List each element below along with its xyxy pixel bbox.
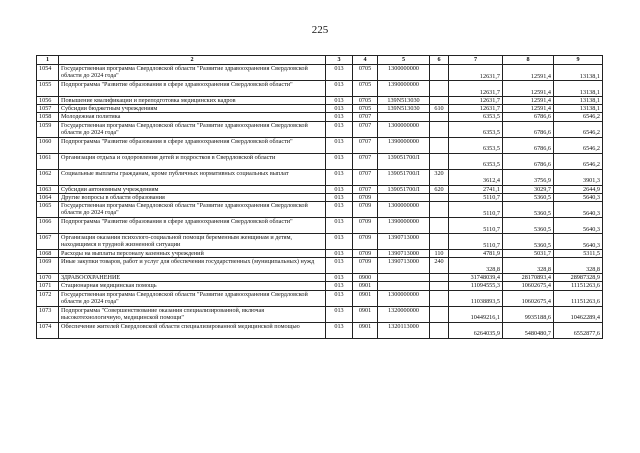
table-row xyxy=(37,137,603,153)
table-body xyxy=(37,65,603,339)
admin-code: 013 xyxy=(326,81,353,97)
amount-col9: 328,8 xyxy=(554,258,603,274)
column-header: 6 xyxy=(430,56,449,65)
admin-code: 013 xyxy=(326,290,353,306)
row-number: 1065 xyxy=(37,202,59,218)
row-number: 1060 xyxy=(37,137,59,153)
amount-col7: 12631,7 xyxy=(449,105,503,113)
row-name: Государственная программа Свердловской области "Развитие здравоохранения Свердловской области до 2024 года" xyxy=(59,65,326,81)
admin-code: 013 xyxy=(326,113,353,121)
table-row xyxy=(37,105,603,113)
admin-code: 013 xyxy=(326,218,353,234)
amount-col9: 6546,2 xyxy=(554,113,603,121)
amount-col8: 12591,4 xyxy=(503,105,554,113)
row-name: ЗДРАВООХРАНЕНИЕ xyxy=(59,274,326,282)
amount-col8: 328,8 xyxy=(503,258,554,274)
amount-col9: 13138,1 xyxy=(554,105,603,113)
admin-code: 013 xyxy=(326,97,353,105)
table-row xyxy=(37,282,603,290)
section-code: 0705 xyxy=(353,105,378,113)
table-row xyxy=(37,65,603,81)
target-article-code: 1320113000 xyxy=(378,322,430,338)
amount-col9: 5640,3 xyxy=(554,218,603,234)
target-article-code: 1300000000 xyxy=(378,202,430,218)
expense-type-code: 240 xyxy=(430,258,449,274)
section-code: 0707 xyxy=(353,153,378,169)
admin-code: 013 xyxy=(326,234,353,250)
row-name: Подпрограмма "Совершенствование оказания специализированной, включая высокотехнологичную, медицинской помощи" xyxy=(59,306,326,322)
section-code: 0709 xyxy=(353,234,378,250)
amount-col9: 5640,3 xyxy=(554,193,603,201)
section-code: 0709 xyxy=(353,258,378,274)
table-row xyxy=(37,234,603,250)
table-row xyxy=(37,169,603,185)
row-number: 1055 xyxy=(37,81,59,97)
target-article-code: 1300000000 xyxy=(378,121,430,137)
amount-col8: 5360,5 xyxy=(503,202,554,218)
column-header: 5 xyxy=(378,56,430,65)
section-code: 0901 xyxy=(353,306,378,322)
amount-col7: 6353,5 xyxy=(449,113,503,121)
table-row xyxy=(37,121,603,137)
amount-col9: 13138,1 xyxy=(554,81,603,97)
amount-col9: 6546,2 xyxy=(554,137,603,153)
target-article-code: 139N513030 xyxy=(378,105,430,113)
amount-col7: 6264035,9 xyxy=(449,322,503,338)
row-name: Обеспечение жителей Свердловской области специализированной медицинской помощью xyxy=(59,322,326,338)
amount-col7: 6353,5 xyxy=(449,153,503,169)
admin-code: 013 xyxy=(326,193,353,201)
amount-col9: 28987328,9 xyxy=(554,274,603,282)
row-number: 1063 xyxy=(37,185,59,193)
target-article-code: 1390000000 xyxy=(378,218,430,234)
table-row xyxy=(37,97,603,105)
admin-code: 013 xyxy=(326,258,353,274)
row-name: Субсидии автономным учреждениям xyxy=(59,185,326,193)
row-name: Субсидии бюджетным учреждениям xyxy=(59,105,326,113)
amount-col9: 5640,3 xyxy=(554,202,603,218)
amount-col7: 2741,1 xyxy=(449,185,503,193)
row-number: 1059 xyxy=(37,121,59,137)
row-number: 1057 xyxy=(37,105,59,113)
table-row xyxy=(37,113,603,121)
column-header: 9 xyxy=(554,56,603,65)
row-number: 1068 xyxy=(37,250,59,258)
target-article-code xyxy=(378,282,430,290)
expense-type-code: 320 xyxy=(430,169,449,185)
row-name: Организация оказания психолого-социальной помощи беременным женщинам и детям, находящимся в трудной жизненной ситуации xyxy=(59,234,326,250)
expense-type-code xyxy=(430,113,449,121)
amount-col8: 6786,6 xyxy=(503,113,554,121)
amount-col9: 10462289,4 xyxy=(554,306,603,322)
section-code: 0705 xyxy=(353,65,378,81)
row-name: Стационарная медицинская помощь xyxy=(59,282,326,290)
admin-code: 013 xyxy=(326,322,353,338)
section-code: 0707 xyxy=(353,121,378,137)
amount-col9: 11151263,6 xyxy=(554,282,603,290)
amount-col7: 12631,7 xyxy=(449,65,503,81)
row-number: 1070 xyxy=(37,274,59,282)
target-article-code xyxy=(378,113,430,121)
table-row xyxy=(37,274,603,282)
amount-col7: 5110,7 xyxy=(449,218,503,234)
column-header: 8 xyxy=(503,56,554,65)
amount-col7: 328,8 xyxy=(449,258,503,274)
row-name: Социальные выплаты гражданам, кроме публичных нормативных социальных выплат xyxy=(59,169,326,185)
section-code: 0705 xyxy=(353,81,378,97)
row-number: 1054 xyxy=(37,65,59,81)
row-number: 1072 xyxy=(37,290,59,306)
amount-col7: 3612,4 xyxy=(449,169,503,185)
column-header: 2 xyxy=(59,56,326,65)
row-name: Повышение квалификации и переподготовка медицинских кадров xyxy=(59,97,326,105)
target-article-code: 1390000000 xyxy=(378,81,430,97)
column-header: 1 xyxy=(37,56,59,65)
row-name: Подпрограмма "Развитие образования в сфере здравоохранения Свердловской области" xyxy=(59,137,326,153)
page-number: 225 xyxy=(311,24,329,36)
amount-col8: 3756,9 xyxy=(503,169,554,185)
row-name: Государственная программа Свердловской области "Развитие здравоохранения Свердловской области до 2024 года" xyxy=(59,202,326,218)
section-code: 0709 xyxy=(353,202,378,218)
target-article-code: 139051700Л xyxy=(378,153,430,169)
row-number: 1067 xyxy=(37,234,59,250)
amount-col7: 12631,7 xyxy=(449,97,503,105)
header-row xyxy=(37,56,603,65)
row-number: 1061 xyxy=(37,153,59,169)
target-article-code: 1390713000 xyxy=(378,258,430,274)
table-row xyxy=(37,153,603,169)
row-name: Государственная программа Свердловской области "Развитие здравоохранения Свердловской области до 2024 года" xyxy=(59,290,326,306)
amount-col9: 6546,2 xyxy=(554,153,603,169)
amount-col8: 12591,4 xyxy=(503,65,554,81)
section-code: 0900 xyxy=(353,274,378,282)
expense-type-code xyxy=(430,202,449,218)
section-code: 0901 xyxy=(353,322,378,338)
amount-col8: 5360,5 xyxy=(503,193,554,201)
table-row xyxy=(37,306,603,322)
admin-code: 013 xyxy=(326,137,353,153)
amount-col7: 5110,7 xyxy=(449,193,503,201)
table-row xyxy=(37,202,603,218)
amount-col8: 6786,6 xyxy=(503,153,554,169)
amount-col9: 2644,9 xyxy=(554,185,603,193)
target-article-code: 139N513030 xyxy=(378,97,430,105)
amount-col9: 6552877,6 xyxy=(554,322,603,338)
table-row xyxy=(37,185,603,193)
expense-type-code xyxy=(430,306,449,322)
section-code: 0901 xyxy=(353,290,378,306)
expense-type-code: 620 xyxy=(430,185,449,193)
amount-col7: 4781,9 xyxy=(449,250,503,258)
expense-type-code: 610 xyxy=(430,105,449,113)
amount-col8: 12591,4 xyxy=(503,97,554,105)
row-number: 1073 xyxy=(37,306,59,322)
row-name: Организация отдыха и оздоровления детей и подростков в Свердловской области xyxy=(59,153,326,169)
amount-col9: 13138,1 xyxy=(554,65,603,81)
expense-type-code xyxy=(430,322,449,338)
admin-code: 013 xyxy=(326,202,353,218)
target-article-code: 1300000000 xyxy=(378,65,430,81)
admin-code: 013 xyxy=(326,274,353,282)
section-code: 0705 xyxy=(353,97,378,105)
section-code: 0709 xyxy=(353,218,378,234)
expense-type-code xyxy=(430,193,449,201)
section-code: 0707 xyxy=(353,185,378,193)
row-number: 1056 xyxy=(37,97,59,105)
amount-col8: 5360,5 xyxy=(503,234,554,250)
amount-col9: 6546,2 xyxy=(554,121,603,137)
admin-code: 013 xyxy=(326,105,353,113)
amount-col8: 9935188,6 xyxy=(503,306,554,322)
expense-type-code xyxy=(430,274,449,282)
section-code: 0901 xyxy=(353,282,378,290)
admin-code: 013 xyxy=(326,153,353,169)
target-article-code: 1320000000 xyxy=(378,306,430,322)
row-number: 1064 xyxy=(37,193,59,201)
expense-type-code xyxy=(430,282,449,290)
amount-col7: 12631,7 xyxy=(449,81,503,97)
amount-col8: 28170893,4 xyxy=(503,274,554,282)
row-name: Подпрограмма "Развитие образования в сфере здравоохранения Свердловской области" xyxy=(59,81,326,97)
row-number: 1062 xyxy=(37,169,59,185)
row-name: Подпрограмма "Развитие образования в сфере здравоохранения Свердловской области" xyxy=(59,218,326,234)
table-row xyxy=(37,218,603,234)
amount-col7: 6353,5 xyxy=(449,137,503,153)
section-code: 0707 xyxy=(353,137,378,153)
amount-col8: 6786,6 xyxy=(503,121,554,137)
target-article-code xyxy=(378,193,430,201)
expense-type-code xyxy=(430,81,449,97)
column-header: 3 xyxy=(326,56,353,65)
table-row xyxy=(37,193,603,201)
row-name: Расходы на выплаты персоналу казенных учреждений xyxy=(59,250,326,258)
target-article-code xyxy=(378,274,430,282)
expense-type-code xyxy=(430,65,449,81)
expense-type-code xyxy=(430,97,449,105)
amount-col7: 5110,7 xyxy=(449,202,503,218)
target-article-code: 1300000000 xyxy=(378,290,430,306)
amount-col8: 5360,5 xyxy=(503,218,554,234)
admin-code: 013 xyxy=(326,65,353,81)
table-row xyxy=(37,290,603,306)
row-name: Государственная программа Свердловской области "Развитие здравоохранения Свердловской области до 2024 года" xyxy=(59,121,326,137)
amount-col8: 5031,7 xyxy=(503,250,554,258)
amount-col7: 5110,7 xyxy=(449,234,503,250)
row-number: 1066 xyxy=(37,218,59,234)
target-article-code: 1390713000 xyxy=(378,250,430,258)
column-header: 7 xyxy=(449,56,503,65)
section-code: 0707 xyxy=(353,169,378,185)
amount-col7: 10449216,1 xyxy=(449,306,503,322)
row-number: 1074 xyxy=(37,322,59,338)
expense-type-code: 110 xyxy=(430,250,449,258)
budget-table xyxy=(36,55,603,339)
amount-col8: 10602675,4 xyxy=(503,282,554,290)
row-number: 1058 xyxy=(37,113,59,121)
table-row xyxy=(37,81,603,97)
amount-col9: 5640,3 xyxy=(554,234,603,250)
expense-type-code xyxy=(430,234,449,250)
amount-col9: 11151263,6 xyxy=(554,290,603,306)
amount-col7: 11038893,5 xyxy=(449,290,503,306)
target-article-code: 1390713000 xyxy=(378,234,430,250)
admin-code: 013 xyxy=(326,185,353,193)
amount-col8: 10602675,4 xyxy=(503,290,554,306)
table-row xyxy=(37,250,603,258)
expense-type-code xyxy=(430,121,449,137)
amount-col7: 6353,5 xyxy=(449,121,503,137)
admin-code: 013 xyxy=(326,306,353,322)
amount-col9: 3901,3 xyxy=(554,169,603,185)
target-article-code: 139051700Л xyxy=(378,169,430,185)
section-code: 0709 xyxy=(353,193,378,201)
section-code: 0707 xyxy=(353,113,378,121)
table-row xyxy=(37,322,603,338)
admin-code: 013 xyxy=(326,169,353,185)
expense-type-code xyxy=(430,290,449,306)
table-row xyxy=(37,258,603,274)
row-number: 1069 xyxy=(37,258,59,274)
admin-code: 013 xyxy=(326,121,353,137)
amount-col7: 31748039,4 xyxy=(449,274,503,282)
row-name: Другие вопросы в области образования xyxy=(59,193,326,201)
column-header: 4 xyxy=(353,56,378,65)
expense-type-code xyxy=(430,153,449,169)
amount-col8: 5480480,7 xyxy=(503,322,554,338)
amount-col8: 6786,6 xyxy=(503,137,554,153)
admin-code: 013 xyxy=(326,282,353,290)
target-article-code: 1390000000 xyxy=(378,137,430,153)
amount-col9: 5311,5 xyxy=(554,250,603,258)
expense-type-code xyxy=(430,218,449,234)
expense-type-code xyxy=(430,137,449,153)
amount-col8: 12591,4 xyxy=(503,81,554,97)
section-code: 0709 xyxy=(353,250,378,258)
target-article-code: 139051700Л xyxy=(378,185,430,193)
admin-code: 013 xyxy=(326,250,353,258)
row-name: Иные закупки товаров, работ и услуг для обеспечения государственных (муниципальных) нужд xyxy=(59,258,326,274)
amount-col9: 13138,1 xyxy=(554,97,603,105)
row-name: Молодежная политика xyxy=(59,113,326,121)
amount-col7: 11094555,3 xyxy=(449,282,503,290)
amount-col8: 3029,7 xyxy=(503,185,554,193)
row-number: 1071 xyxy=(37,282,59,290)
